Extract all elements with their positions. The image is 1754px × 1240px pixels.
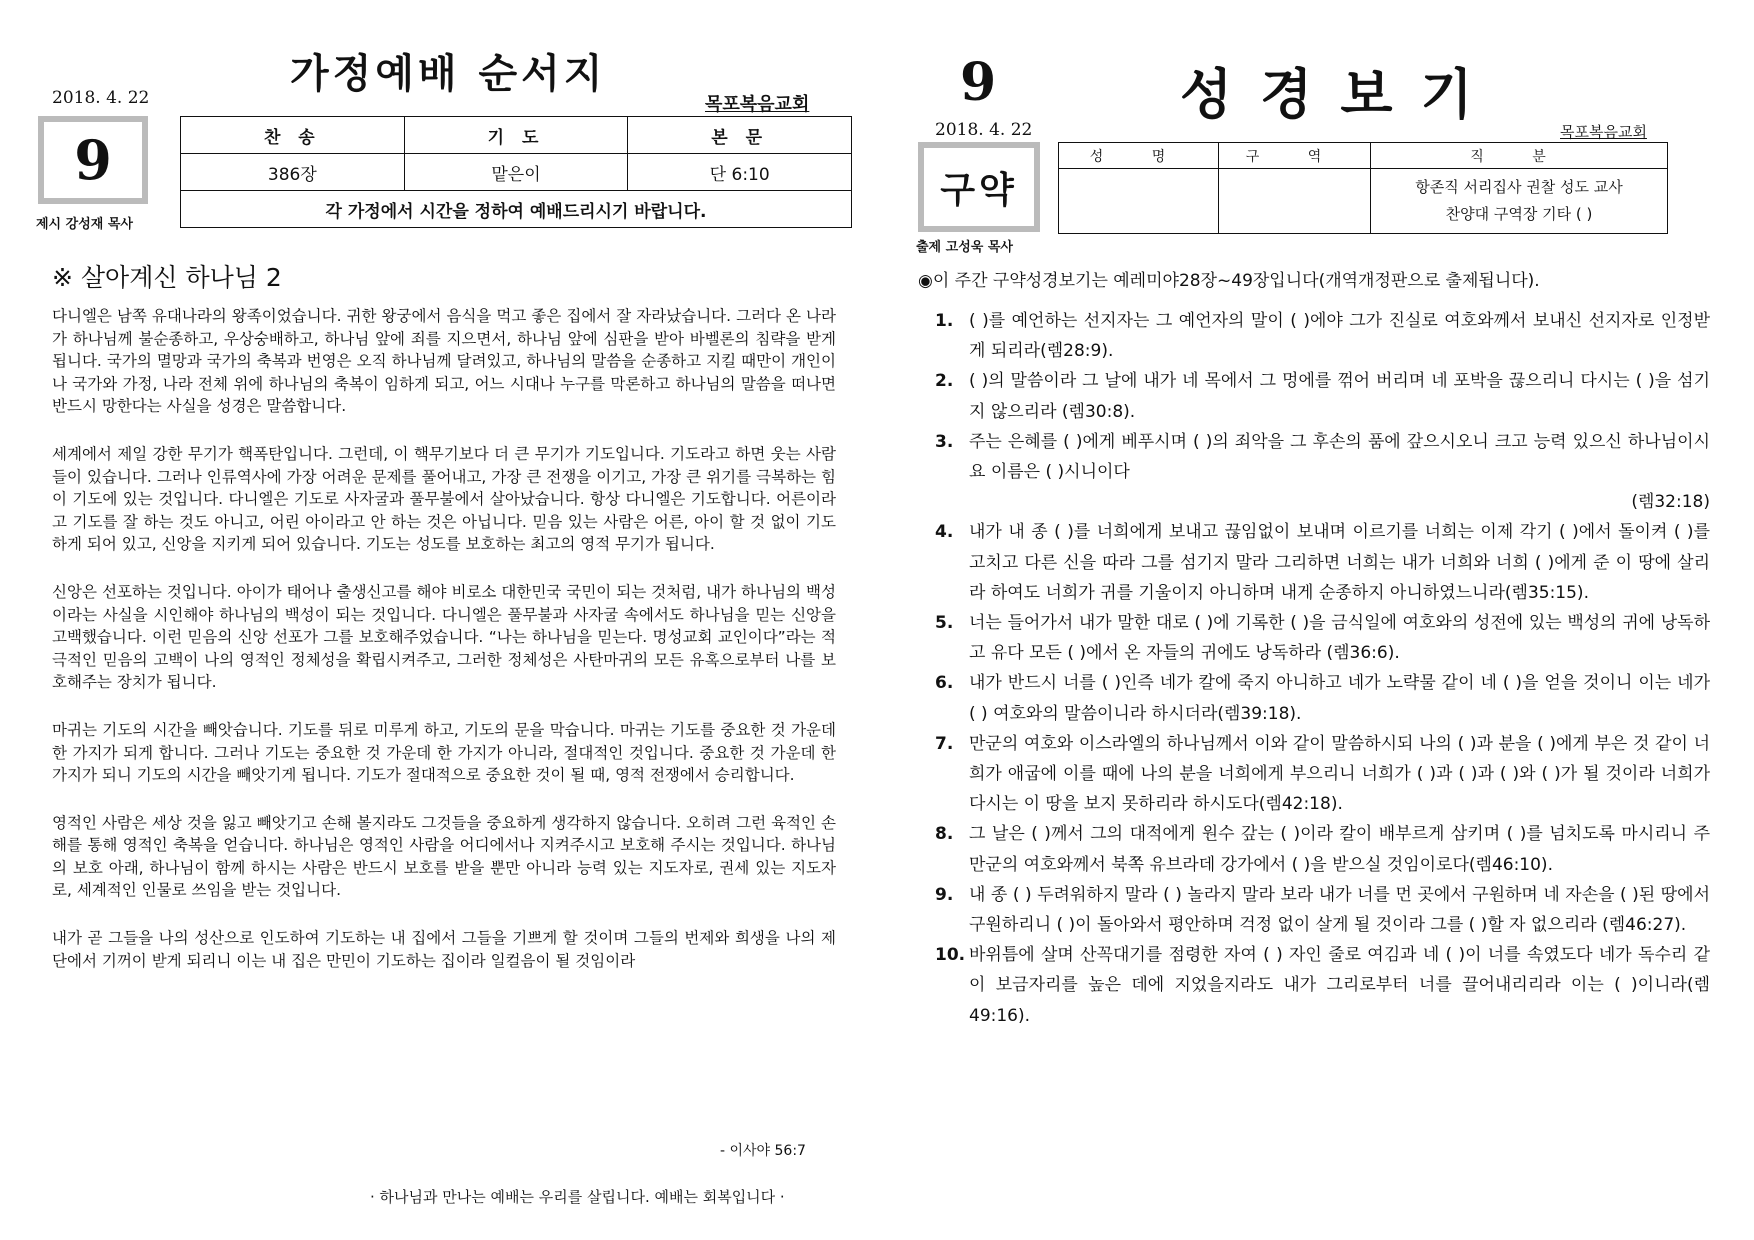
question-number: 7. [935, 733, 954, 754]
issue-number: 9 [960, 52, 997, 113]
paragraph: 영적인 사람은 세상 것을 잃고 빼앗기고 손해 볼지라도 그것들을 중요하게 생각하지 않습니다. 오히려 그런 육적인 손해를 통해 영적인 축복을 얻습니다. 하나님은 영적인 사람을 어디에서나 지켜주시고 보호해 주시는 것입니다. 하나님의 보호 아래, 하나님이 함께 하시는 사람은 반드시 보호를 받을 뿐만 아니라 능력 있는 지도자로, 권세 있는 지도자로, 세계적인 인물로 쓰임을 받는 것입니다. [52, 813, 836, 900]
paragraph: 세계에서 제일 강한 무기가 핵폭탄입니다. 그런데, 이 핵무기보다 더 큰 무기가 기도입니다. 기도라고 하면 웃는 사람들이 있습니다. 그러나 인류역사에 가장 어려운 문제를 풀어내고, 가장 큰 전쟁을 이기고, 가장 큰 위기를 극복하는 힘이 기도에 있는 것입니다. 다니엘은 기도로 사자굴과 풀무불에서 살아났습니다. 항상 다니엘은 기도합니다. 어른이라고 기도를 잘 하는 것도 아니고, 어린 아이라고 안 하는 것은 아닙니다. 믿음 있는 사람은 어른, 아이 할 것 없이 기도하게 되어 있고, 신앙을 지키게 되어 있습니다. 기도는 성도를 보호하는 최고의 영적 무기가 됩니다. [52, 444, 836, 554]
table-header: 직 분 [1470, 148, 1568, 165]
question-item [935, 306, 1710, 366]
question-item [935, 940, 1710, 1031]
question-item [935, 366, 1710, 426]
table-cell: 맡은이 [405, 154, 629, 190]
table-header: 본 문 [711, 127, 769, 148]
question-number: 9. [935, 884, 954, 905]
question-list [935, 306, 1710, 1031]
author: 제시 강성재 목사 [36, 217, 133, 232]
question-number: 6. [935, 673, 954, 694]
sermon-heading: ※ 살아계신 하나님 2 [52, 263, 282, 292]
church-name: 목포복음교회 [1560, 123, 1647, 141]
name-table [1058, 142, 1668, 234]
name-field[interactable] [1059, 169, 1219, 233]
question-text: 바위틈에 살며 산꼭대기를 점령한 자여 ( ) 자인 줄로 여김과 네 ( )이 너를 속였도다 네가 독수리 같이 보금자리를 높은 데에 지었을지라도 내가 그리로부터 너를 끌어내리리라 이는 ( )이니라(렘49:16). [969, 945, 1710, 1026]
church-name: 목포복음교회 [705, 94, 810, 115]
paragraph: 마귀는 기도의 시간을 빼앗습니다. 기도를 뒤로 미루게 하고, 기도의 문을 막습니다. 마귀는 기도를 중요한 것 가운데 한 가지가 되게 합니다. 그러나 기도는 중요한 것 가운데 한 가지가 아니라, 절대적인 것입니다. 중요한 것 가운데 한 가지가 되니 기도의 시간을 빼앗기게 됩니다. 기도가 절대적으로 중요한 것이 될 때, 영적 전쟁에서 승리합니다. [52, 720, 837, 785]
question-text: 만군의 여호와 이스라엘의 하나님께서 이와 같이 말씀하시되 나의 ( )과 분을 ( )에게 부은 것 같이 너희가 애굽에 이를 때에 나의 분을 너희에게 부으리니 너희가 ( )과 ( )과 ( )와 ( )가 될 것이라 너희가 다시는 이 땅을 보지 못하리라 하시도다(렘42:18). [969, 733, 1710, 815]
page-title: 성경보기 [1180, 63, 1501, 126]
paragraph: 다니엘은 남쪽 유대나라의 왕족이었습니다. 귀한 왕궁에서 음식을 먹고 좋은 집에서 잘 자라났습니다. 그러다 온 나라가 하나님께 불순종하고, 우상숭배하고, 하나님 앞에 죄를 지으면서, 하나님 앞에 심판을 받아 바벨론의 침략을 받게 됩니다. 국가의 멸망과 국가의 축복과 번영은 오직 하나님께 달려있고, 하나님의 말씀을 순종하고 지킬 때만이 개인이나 국가와 가정, 나라 전체 위에 하나님의 축복이 임하게 되고, 어느 시대나 누구를 막론하고 하나님의 말씀을 떠나면 반드시 망한다는 사실을 성경은 말씀합니다. [52, 307, 836, 416]
question-item [935, 517, 1710, 608]
question-number: 2. [935, 371, 954, 392]
question-text: ( )를 예언하는 선지자는 그 예언자의 말이 ( )에야 그가 진실로 여호와께서 보내신 선지자로 인정받게 되리라(렘28:9). [969, 311, 1710, 362]
order-table [180, 116, 852, 228]
table-value-row [181, 154, 851, 191]
question-item [935, 608, 1710, 668]
question-number: 4. [935, 522, 954, 543]
table-header: 성 명 [1059, 143, 1219, 168]
question-reference: (렘32:18) [1631, 492, 1710, 513]
table-header-row [181, 117, 851, 154]
question-number: 10. [935, 945, 966, 966]
question-number: 3. [935, 431, 954, 452]
sermon-body [52, 305, 836, 997]
district-field[interactable] [1219, 169, 1371, 233]
position-field[interactable] [1371, 169, 1667, 233]
question-number: 1. [935, 311, 954, 331]
question-item [935, 819, 1710, 879]
date: 2018. 4. 22 [52, 88, 150, 108]
question-text: 내가 내 종 ( )를 너희에게 보내고 끊임없이 보내며 이르기를 너희는 이제 각기 ( )에서 돌이켜 ( )를 고치고 다른 신을 따라 그를 섬기지 말라 그리하면 너희는 내가 너희와 너희 ( )에게 준 이 땅에 살리라 하여도 너희가 귀를 기울이지 아니하며 내게 순종하지 아니하였느니라(렘35:15). [969, 522, 1710, 603]
author: 출제 고성욱 목사 [916, 240, 1013, 255]
verse-reference: - 이사야 56:7 [720, 1143, 806, 1159]
table-body-row [1059, 169, 1667, 233]
page-title: 가정예배 순서지 [290, 51, 607, 97]
question-number: 5. [935, 613, 954, 634]
paragraph: 내가 곧 그들을 나의 성산으로 인도하여 기도하는 내 집에서 그들을 기쁘게 할 것이며 그들의 번제와 희생을 나의 제단에서 기꺼이 받게 되리니 이는 내 집은 만민이 기도하는 집이라 일컬음이 될 것임이라 [52, 929, 836, 970]
issue-number-box: 9 [38, 116, 148, 204]
quiz-intro: ◉이 주간 구약성경보기는 예레미야28장~49장입니다(개역개정판으로 출제됩니다). [918, 271, 1540, 291]
question-item [935, 729, 1710, 820]
question-text: 내 종 ( ) 두려워하지 말라 ( ) 놀라지 말라 보라 내가 너를 먼 곳에서 구원하며 네 자손을 ( )된 땅에서 구원하리니 ( )이 돌아와서 평안하며 걱정 없이 살게 될 것이라 그를 ( )할 자 없으리라 (렘46:27). [969, 884, 1710, 936]
question-item [935, 427, 1710, 518]
table-cell: 단 6:10 [709, 164, 770, 185]
question-text: 내가 반드시 너를 ( )인즉 네가 칼에 죽지 아니하고 네가 노략물 같이 네 ( )을 얻을 것이니 이는 네가 ( ) 여호와의 말씀이니라 하시더라(렘39:18). [969, 673, 1710, 724]
question-item [935, 668, 1710, 728]
question-text: 그 날은 ( )께서 그의 대적에게 원수 갚는 ( )이라 칼이 배부르게 삼키며 ( )를 넘치도록 마시리니 주 만군의 여호와께서 북쪽 유브라데 강가에서 ( )을 받으실 것임이로다(렘46:10). [969, 824, 1710, 875]
footer-slogan: · 하나님과 만나는 예배는 우리를 살립니다. 예배는 회복입니다 · [370, 1188, 785, 1206]
table-header: 찬 송 [181, 117, 405, 153]
table-header: 기 도 [405, 117, 629, 153]
table-header-row [1059, 143, 1667, 169]
date: 2018. 4. 22 [935, 120, 1033, 140]
testament-box: 구약 [918, 142, 1040, 232]
question-number: 8. [935, 824, 954, 845]
position-options: 찬양대 구역장 기타 ( ) [1445, 205, 1593, 223]
table-notice: 각 가정에서 시간을 정하여 예배드리시기 바랍니다. [325, 201, 707, 222]
table-cell: 386장 [181, 154, 405, 190]
question-item [935, 880, 1710, 940]
position-options: 항존직 서리집사 권찰 성도 교사 [1415, 178, 1623, 196]
question-text: ( )의 말씀이라 그 날에 내가 네 목에서 그 멍에를 꺾어 버리며 네 포박을 끊으리니 다시는 ( )을 섬기지 않으리라 (렘30:8). [969, 371, 1710, 422]
question-text: 주는 은혜를 ( )에게 베푸시며 ( )의 죄악을 그 후손의 품에 갚으시오니 크고 능력 있으신 하나님이시요 이름은 ( )시니이다 [969, 431, 1710, 483]
paragraph: 신앙은 선포하는 것입니다. 아이가 태어나 출생신고를 해야 비로소 대한민국 국민이 되는 것처럼, 내가 하나님의 백성이라는 사실을 시인해야 하나님의 백성이 되는 것입니다. 다니엘은 풀무불과 사자굴 속에서도 하나님을 믿는 신앙을 고백했습니다. 이런 믿음의 신앙 선포가 그를 보호해주었습니다. “나는 하나님을 믿는다. 명성교회 교인이다”라는 적극적인 믿음의 고백이 나의 영적인 정체성을 확립시켜주고, 그러한 정체성은 사탄마귀의 모든 유혹으로부터 나를 보호해주는 장치가 됩니다. [52, 582, 836, 692]
question-text: 너는 들어가서 내가 말한 대로 ( )에 기록한 ( )을 금식일에 여호와의 성전에 있는 백성의 귀에 낭독하고 유다 모든 ( )에서 온 자들의 귀에도 낭독하라 (렘36:6). [969, 613, 1710, 664]
table-header: 구 역 [1219, 143, 1371, 168]
